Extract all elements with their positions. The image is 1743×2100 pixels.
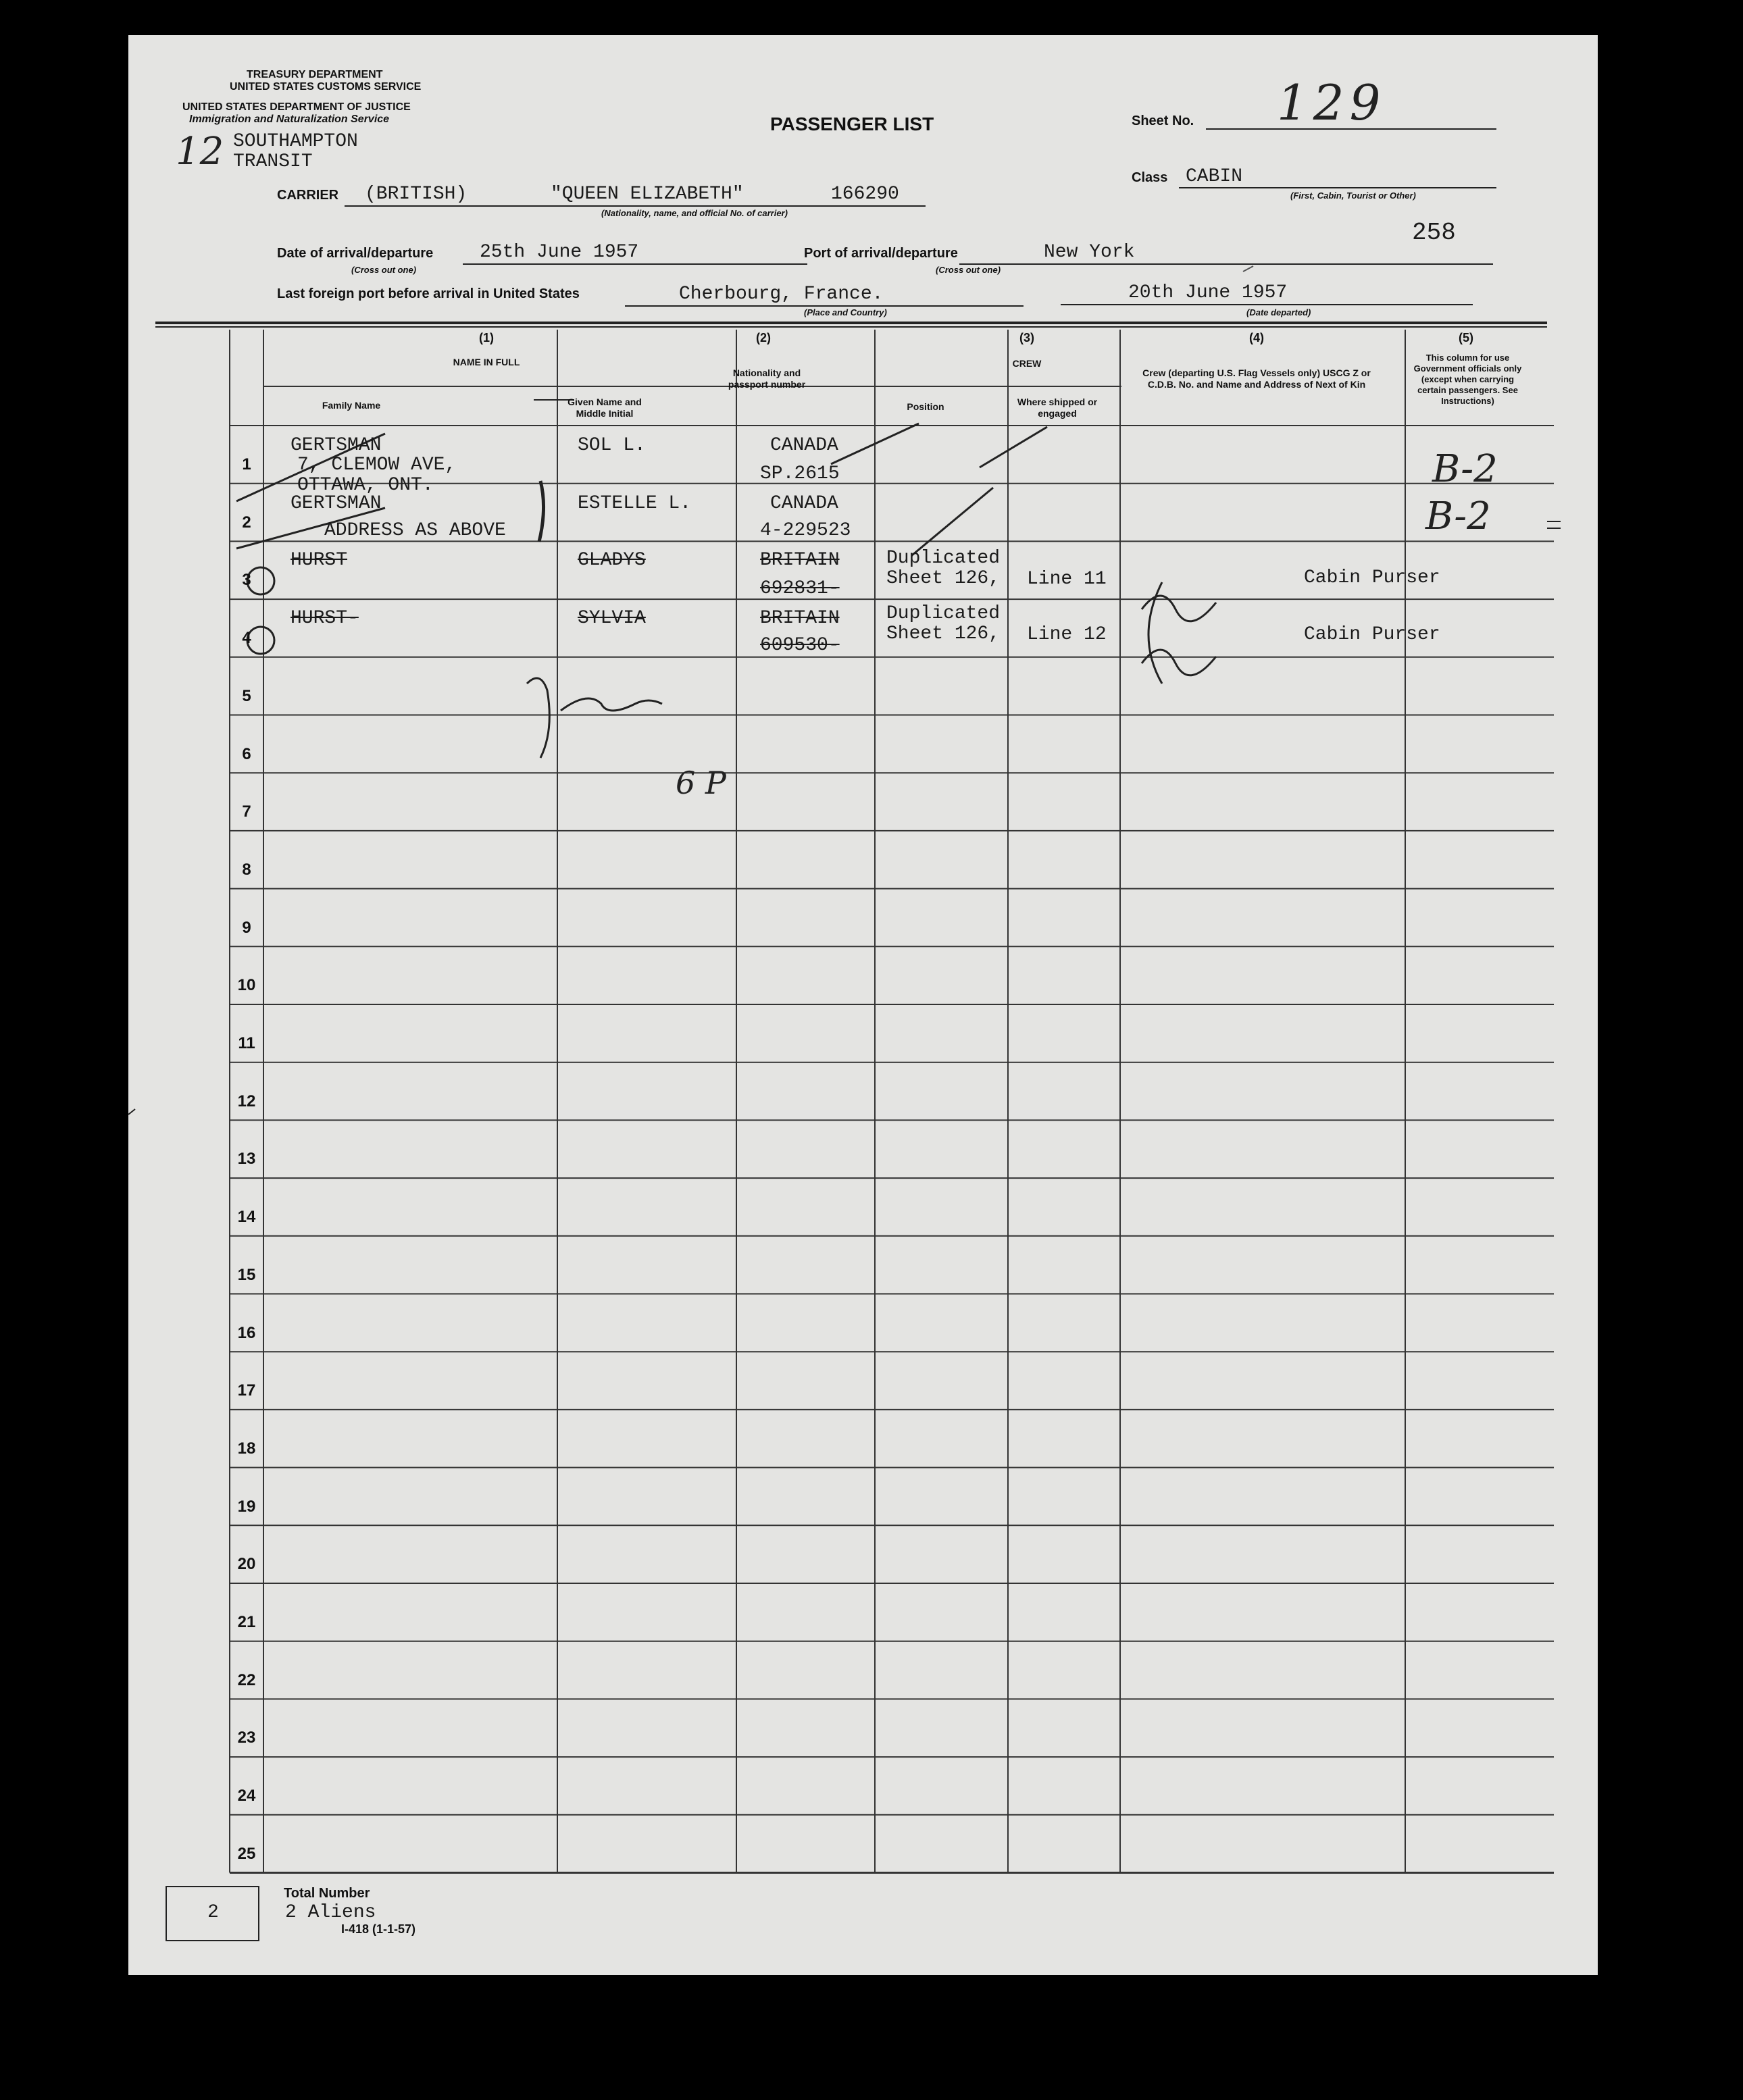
col1-number: (1) (479, 331, 494, 344)
row-number: 11 (238, 1034, 255, 1052)
row-1-address: 7, CLEMOW AVE, OTTAWA, ONT. (297, 455, 457, 496)
class-value: CABIN (1186, 166, 1243, 187)
carrier-number: 166290 (831, 184, 899, 205)
port-label: Port of arrival/departure (804, 246, 958, 261)
row-number: 9 (242, 918, 251, 937)
dept-line-2: UNITED STATES CUSTOMS SERVICE (230, 81, 422, 93)
carrier-label: CARRIER (277, 188, 339, 203)
row-number: 19 (237, 1497, 256, 1516)
dept-line-1: TREASURY DEPARTMENT (247, 69, 383, 80)
row-1-nationality: CANADA (770, 435, 838, 456)
route-line-1: SOUTHAMPTON (233, 131, 358, 152)
row-3-crew-info: Cabin Purser (1304, 567, 1440, 588)
row-2-passport: 4-229523 (760, 520, 851, 541)
row-2-nationality: CANADA (770, 493, 838, 514)
date-hint: (Cross out one) (351, 265, 417, 275)
sheet-label: Sheet No. (1132, 113, 1194, 128)
dept-line-4: Immigration and Naturalization Service (189, 113, 390, 125)
row-number: 14 (237, 1208, 256, 1227)
row-4-nationality: BRITAIN (760, 608, 840, 629)
handwritten-annotation: 6 P (676, 765, 726, 801)
page-title: PASSENGER LIST (770, 113, 934, 134)
passenger-list-form (128, 35, 1598, 1975)
row-3-where-shipped: Line 11 (1027, 569, 1107, 590)
name-in-full-heading: NAME IN FULL (453, 357, 520, 367)
row-number: 4 (242, 629, 251, 648)
col4-number: (4) (1249, 331, 1264, 344)
row-4-position: Duplicated Sheet 126, (886, 603, 1001, 644)
row-number: 13 (237, 1150, 256, 1169)
form-number: I-418 (1-1-57) (341, 1922, 416, 1936)
row-1-family-name: GERTSMAN (290, 435, 382, 456)
row-number: 17 (237, 1381, 256, 1400)
total-box-value: 2 (207, 1902, 219, 1923)
total-value: 2 Aliens (285, 1902, 376, 1923)
col5-number: (5) (1459, 331, 1473, 344)
carrier-name: "QUEEN ELIZABETH" (551, 184, 744, 205)
row-1-col5-mark: B-2 (1432, 447, 1498, 491)
row-2-col5-mark: B-2 (1425, 494, 1491, 538)
page-number: 258 (1412, 219, 1456, 247)
last-port-label: Last foreign port before arrival in United States (277, 286, 580, 301)
row-number: 21 (237, 1613, 256, 1631)
carrier-nationality: (BRITISH) (365, 184, 468, 205)
row-number: 3 (242, 571, 251, 590)
row-number: 12 (237, 1092, 256, 1110)
row-number: 5 (242, 686, 251, 705)
table-grid (128, 35, 1598, 1975)
row-number: 22 (237, 1670, 256, 1689)
date-label: Date of arrival/departure (277, 246, 434, 261)
crew-heading: CREW (1012, 358, 1042, 369)
crew-next-of-kin-heading: Crew (departing U.S. Flag Vessels only) USCG Z or C.D.B. No. and Name and Address of Next of Kin (1142, 367, 1371, 390)
row-2-family-name: GERTSMAN (290, 493, 382, 514)
total-box (166, 1886, 259, 1941)
row-4-crew-info: Cabin Purser (1304, 624, 1440, 645)
dept-line-3: UNITED STATES DEPARTMENT OF JUSTICE (182, 101, 411, 113)
row-3-passport: 692831- (760, 578, 840, 599)
row-number: 2 (242, 513, 251, 532)
nationality-heading: Nationality and passport number (728, 367, 806, 390)
row-2-given-name: ESTELLE L. (578, 493, 692, 514)
col3-number: (3) (1019, 331, 1034, 344)
row-2-address: ADDRESS AS ABOVE (324, 520, 506, 541)
date-value: 25th June 1957 (480, 242, 639, 263)
row-number: 23 (237, 1728, 256, 1747)
row-3-nationality: BRITAIN (760, 550, 840, 571)
row-number: 25 (237, 1844, 256, 1863)
family-name-heading: Family Name (322, 400, 381, 411)
row-number: 7 (242, 802, 251, 821)
row-number: 6 (242, 744, 251, 763)
row-4-where-shipped: Line 12 (1027, 624, 1107, 645)
class-hint: (First, Cabin, Tourist or Other) (1290, 190, 1416, 201)
class-label: Class (1132, 170, 1168, 185)
port-hint: (Cross out one) (936, 265, 1001, 275)
row-number: 24 (237, 1787, 256, 1806)
last-port-value: Cherbourg, France. (679, 284, 884, 305)
col2-number: (2) (756, 331, 771, 344)
row-4-family-name: HURST- (290, 608, 359, 629)
row-number: 20 (237, 1555, 256, 1574)
row-4-passport: 609530- (760, 635, 840, 656)
given-name-heading: Given Name and Middle Initial (567, 396, 642, 419)
row-3-given-name: GLADYS (578, 550, 646, 571)
row-3-family-name: HURST (290, 550, 348, 571)
route-line-2: TRANSIT (233, 151, 313, 172)
corner-mark: 12 (176, 130, 224, 174)
row-number: 8 (242, 860, 251, 879)
carrier-hint: (Nationality, name, and official No. of carrier) (601, 208, 788, 218)
row-4-given-name: SYLVIA (578, 608, 646, 629)
watermark-stamp (561, 1027, 640, 1048)
position-heading: Position (907, 401, 944, 412)
date-departed-hint: (Date departed) (1246, 307, 1311, 317)
row-3-position: Duplicated Sheet 126, (886, 548, 1001, 589)
last-port-hint: (Place and Country) (804, 307, 887, 317)
gov-use-heading: This column for use Government officials only (except when carrying certain passengers. See Instructions) (1413, 353, 1522, 406)
row-number: 16 (237, 1323, 256, 1342)
row-number: 18 (237, 1439, 256, 1458)
where-shipped-heading: Where shipped or engaged (1017, 396, 1098, 419)
row-1-given-name: SOL L. (578, 435, 646, 456)
row-1-passport: SP.2615 (760, 463, 840, 484)
total-label: Total Number (284, 1886, 370, 1901)
port-value: New York (1044, 242, 1135, 263)
row-number: 10 (237, 976, 256, 995)
row-number: 15 (237, 1265, 256, 1284)
date-departed: 20th June 1957 (1128, 282, 1288, 303)
sheet-number: 129 (1277, 74, 1386, 131)
row-number: 1 (242, 455, 251, 473)
